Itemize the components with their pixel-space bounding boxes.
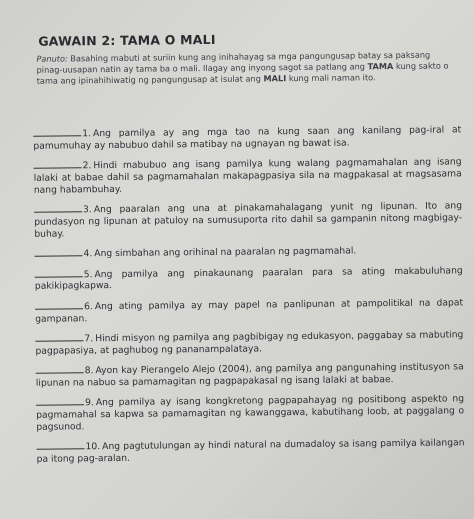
directions-paragraph <box>36 49 456 87</box>
answer-blank-10[interactable] <box>37 449 85 451</box>
question-item-3 <box>34 200 462 240</box>
worksheet-page <box>14 11 467 511</box>
question-item-10 <box>36 438 464 466</box>
directions-mali: MALI <box>263 73 287 84</box>
directions-text-start: Basahing mabuti at suriin kung ang inihahayag sa mga pangungusap batay sa paksang pinag-uusapan natin ay tama ba o mali. Ilagay ang inyong sagot sa patlang ang <box>36 49 431 75</box>
answer-blank-3[interactable] <box>34 211 82 213</box>
question-text: Ang paaralan ang una at pinakamahalagang yunit ng lipunan. Ito ang pundasyon ng lipunan at patuloy na sumusuporta rito dahil sa gampanin nitong magbigay-buhay. <box>34 200 463 240</box>
question-number: 4. <box>83 248 93 260</box>
question-number: 3. <box>82 204 92 216</box>
question-item-6 <box>35 297 463 325</box>
question-item-9 <box>36 394 464 434</box>
question-number: 1. <box>82 128 92 140</box>
question-item-1 <box>33 124 461 152</box>
answer-blank-6[interactable] <box>35 308 83 310</box>
question-number: 10. <box>85 441 101 453</box>
question-number: 5. <box>83 268 93 280</box>
directions-label: Panuto: <box>36 53 68 64</box>
directions-text-middle: kung sakto o tama ang ipinahihiwatig ng pangungusap at isulat ang <box>36 60 449 87</box>
answer-blank-7[interactable] <box>35 340 83 342</box>
question-number: 7. <box>84 333 94 345</box>
question-item-2 <box>34 157 462 197</box>
question-item-4 <box>34 244 462 260</box>
question-number: 6. <box>83 300 93 313</box>
answer-blank-1[interactable] <box>33 135 81 137</box>
question-text: Hindi mabubuo ang isang pamilya kung walang pagmamahalan ang isang lalaki at babae dahil sa pagmamahalan makapagpasiya sila na magpakasal at magsasama nang habambuhay. <box>33 156 462 196</box>
question-number: 9. <box>84 397 94 409</box>
question-text: Ang simbahan ang orihinal na paaralan ng pagmamahal. <box>94 245 357 260</box>
answer-blank-5[interactable] <box>35 276 83 278</box>
question-text: Ang ating pamilya ay may papel na panlipunan at pampolitikal na dapat gampanan. <box>35 297 464 325</box>
question-text: Hindi misyon ng pamilya ang pagbibigay ng edukasyon, paggabay sa mabuting pagpapasiya, at paghubog ng pananampalataya. <box>35 329 464 357</box>
question-number: 2. <box>82 160 92 172</box>
page-title: GAWAIN 2: TAMA O MALI <box>38 31 216 49</box>
answer-blank-9[interactable] <box>36 405 84 407</box>
question-item-5 <box>35 265 463 293</box>
question-text: Ang pamilya ay isang kongkretong pagpapahayag ng positibong aspekto ng pagmamahal sa kapwa sa pamamagitan ng kawanggawa, kabutihang loob, at paggalang o pagsunod. <box>36 393 465 433</box>
question-item-8 <box>36 361 464 389</box>
directions-tama: TAMA <box>367 61 394 72</box>
answer-blank-4[interactable] <box>35 255 83 257</box>
question-number: 8. <box>84 365 94 377</box>
question-item-7 <box>35 329 463 357</box>
question-text: Ang pagtutulungan ay hindi natural na dumadaloy sa isang pamilya kailangan pa itong pag-aralan. <box>36 437 465 465</box>
answer-blank-2[interactable] <box>34 167 82 169</box>
directions-text-end: kung mali naman ito. <box>286 72 376 84</box>
question-list <box>33 124 465 474</box>
question-text: Ayon kay Pierangelo Alejo (2004), ang pamilya ang pangunahing institusyon sa lipunan na nabuo sa pamamagitan ng pagpapakasal ng isang lalaki at babae. <box>35 361 464 389</box>
answer-blank-8[interactable] <box>36 372 84 374</box>
question-text: Ang pamilya ay ang mga tao na kung saan ang kanilang pag-iral at pamumuhay ay nabubuo dahil sa matibay na ugnayan ng bawat isa. <box>33 124 462 152</box>
question-text: Ang pamilya ang pinakaunang paaralan para sa ating makabuluhang pakikipagkapwa. <box>34 264 463 293</box>
